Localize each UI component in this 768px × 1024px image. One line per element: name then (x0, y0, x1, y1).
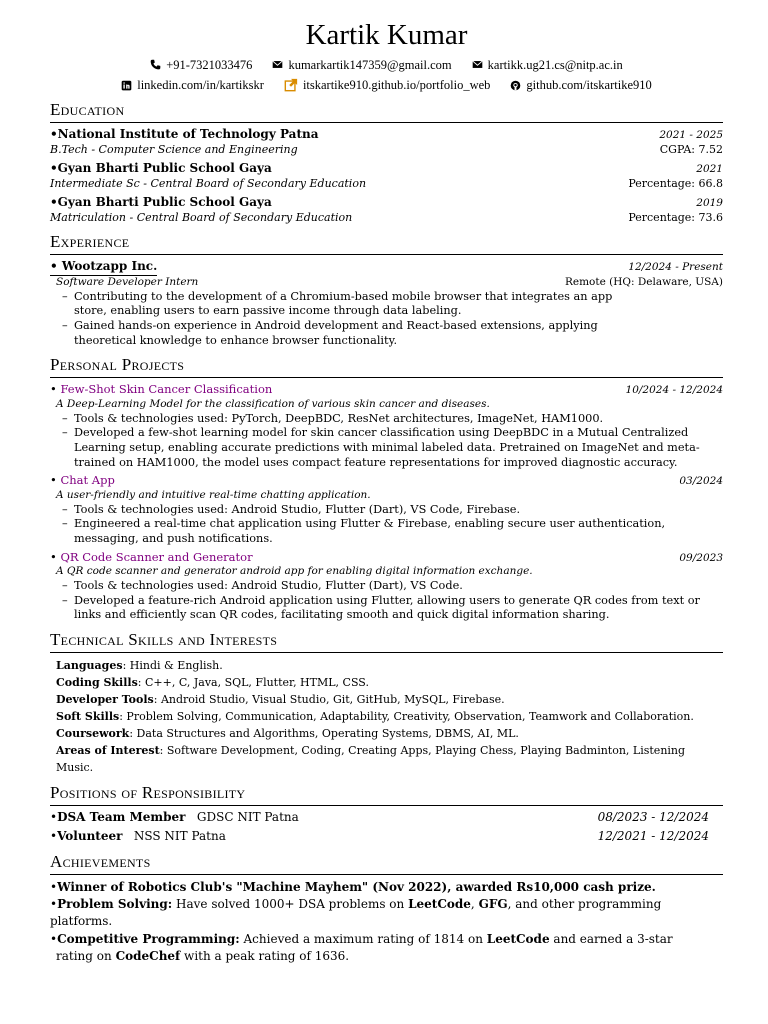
list-item: – Contributing to the development of a Chromium-based mobile browser that integrates an app store, enabling users to earn passive income through data labeling. (62, 290, 723, 319)
exp-role: Software Developer Intern (56, 275, 199, 288)
project-entry (50, 382, 723, 470)
education-entry (50, 161, 723, 191)
projects-heading: Personal Projects (50, 354, 723, 378)
project-desc: A QR code scanner and generator android app for enabling digital information exchange. (56, 565, 533, 578)
skill-line: Areas of Interest: Software Development, Coding, Creating Apps, Playing Chess, Playing Badminton, Listening Music. (56, 744, 686, 775)
skill-line: Developer Tools: Android Studio, Visual Studio, Git, GitHub, MySQL, Firebase. (56, 693, 505, 707)
college-email-contact[interactable] (472, 57, 623, 73)
edu-date: 2021 (696, 163, 723, 176)
mail-icon (472, 59, 483, 70)
project-date: 09/2023 (679, 551, 723, 564)
project-title[interactable]: • Chat App (50, 473, 115, 488)
list-item: – Gained hands-on experience in Android development and React-based extensions, applying theoretical knowledge to enhance browser functionality. (62, 319, 723, 348)
portfolio-link[interactable] (284, 77, 490, 93)
project-title[interactable]: • QR Code Scanner and Generator (50, 549, 253, 564)
achievement-item: •Winner of Robotics Club's "Machine Mayhem" (Nov 2022), awarded Rs10,000 cash prize. (50, 879, 656, 894)
experience-heading: Experience (50, 231, 723, 255)
skill-line: Coding Skills: C++, C, Java, SQL, Flutter, HTML, CSS. (56, 676, 369, 690)
education-entry (50, 127, 723, 157)
achievement-item: •Competitive Programming: Achieved a maximum rating of 1814 on LeetCode and earned a 3-star rating on CodeChef with a peak rating of 1636. (50, 931, 673, 964)
edu-score: Percentage: 73.6 (628, 210, 723, 224)
project-entry (50, 473, 723, 546)
project-title[interactable]: • Few-Shot Skin Cancer Classification (50, 382, 273, 397)
phone-text: +91-7321033476 (166, 57, 253, 72)
position-role: •DSA Team Member GDSC NIT Patna (50, 810, 299, 825)
edu-date: 2021 - 2025 (659, 129, 723, 142)
edu-score: CGPA: 7.52 (659, 143, 723, 157)
phone-icon (150, 59, 161, 70)
list-item: – Tools & technologies used: Android Studio, Flutter (Dart), VS Code. (62, 579, 723, 594)
skill-line: Soft Skills: Problem Solving, Communication, Adaptability, Creativity, Observation, Teamwork and Collaboration. (56, 710, 694, 724)
edu-date: 2019 (696, 197, 723, 210)
achievement-item: •Problem Solving: Have solved 1000+ DSA problems on LeetCode, GFG, and other programming platforms. (50, 897, 662, 929)
project-date: 03/2024 (679, 475, 723, 488)
list-item: – Engineered a real-time chat application using Flutter & Firebase, enabling secure user authentication, messaging, and push notifications. (62, 517, 723, 546)
candidate-name: Kartik Kumar (305, 19, 468, 51)
experience-entry (50, 259, 723, 348)
project-desc: A Deep-Learning Model for the classification of various skin cancer and diseases. (56, 397, 490, 410)
phone-contact[interactable] (150, 57, 252, 73)
edu-school: •Gyan Bharti Public School Gaya (50, 161, 272, 176)
contact-row-1 (50, 57, 723, 73)
exp-points (50, 290, 723, 349)
portfolio-text: itskartike910.github.io/portfolio_web (302, 78, 491, 93)
list-item: – Developed a feature-rich Android application using Flutter, allowing users to generate QR codes from text or links and efficiently scan QR codes, facilitating smooth and quick digital information sharing. (62, 594, 723, 623)
github-icon (510, 80, 521, 91)
college-email-text: kartikk.ug21.cs@nitp.ac.in (487, 57, 623, 72)
linkedin-link[interactable] (121, 77, 264, 93)
education-heading: Education (50, 99, 723, 123)
linkedin-icon (121, 80, 132, 91)
exp-date: 12/2024 - Present (628, 261, 723, 274)
project-desc: A user-friendly and intuitive real-time chatting application. (56, 488, 371, 501)
contact-row-2 (50, 77, 723, 93)
position-date: 12/2021 - 12/2024 (597, 828, 709, 843)
mail-icon (272, 59, 283, 70)
project-points (50, 503, 723, 547)
list-item: – Tools & technologies used: PyTorch, DeepBDC, ResNet architectures, ImageNet, HAM1000. (62, 412, 723, 427)
edu-school: •Gyan Bharti Public School Gaya (50, 195, 272, 210)
external-link-icon (284, 78, 298, 92)
github-text: github.com/itskartike910 (526, 78, 652, 93)
edu-score: Percentage: 66.8 (628, 176, 723, 190)
edu-degree: Intermediate Sc - Central Board of Secondary Education (50, 176, 367, 190)
skill-line: Coursework: Data Structures and Algorithms, Operating Systems, DBMS, AI, ML. (56, 727, 519, 741)
project-entry (50, 550, 723, 623)
project-date: 10/2024 - 12/2024 (625, 384, 723, 397)
github-link[interactable] (510, 77, 651, 93)
email-text: kumarkartik147359@gmail.com (288, 57, 452, 72)
positions-heading: Positions of Responsibility (50, 782, 723, 806)
email-contact[interactable] (272, 57, 451, 73)
education-entry (50, 195, 723, 225)
position-entry (50, 829, 723, 845)
position-role: •Volunteer NSS NIT Patna (50, 828, 226, 843)
resume-page (50, 18, 723, 966)
edu-degree: B.Tech - Computer Science and Engineering (50, 143, 298, 157)
edu-degree: Matriculation - Central Board of Secondary Education (50, 210, 353, 224)
skill-line: Languages: Hindi & English. (56, 658, 223, 672)
list-item: – Developed a few-shot learning model for skin cancer classification using DeepBDC in a Mutual Centralized Learning setup, enabling accurate predictions with minimal labeled data. Pretrained on ImageNet and meta-trained on HAM1000, the model uses compact feature representations for improved diagnostic accuracy. (62, 426, 723, 470)
edu-school: •National Institute of Technology Patna (50, 127, 319, 142)
project-points (50, 579, 723, 623)
skills-list (50, 657, 723, 776)
exp-location: Remote (HQ: Delaware, USA) (564, 275, 723, 288)
list-item: – Tools & technologies used: Android Studio, Flutter (Dart), VS Code, Firebase. (62, 503, 723, 518)
position-date: 08/2023 - 12/2024 (597, 810, 709, 825)
skills-heading: Technical Skills and Interests (50, 629, 723, 653)
linkedin-text: linkedin.com/in/kartikskr (137, 78, 264, 93)
project-points (50, 412, 723, 471)
position-entry (50, 810, 723, 826)
achievements-heading: Achievements (50, 851, 723, 875)
exp-company: • Wootzapp Inc. (50, 259, 157, 276)
